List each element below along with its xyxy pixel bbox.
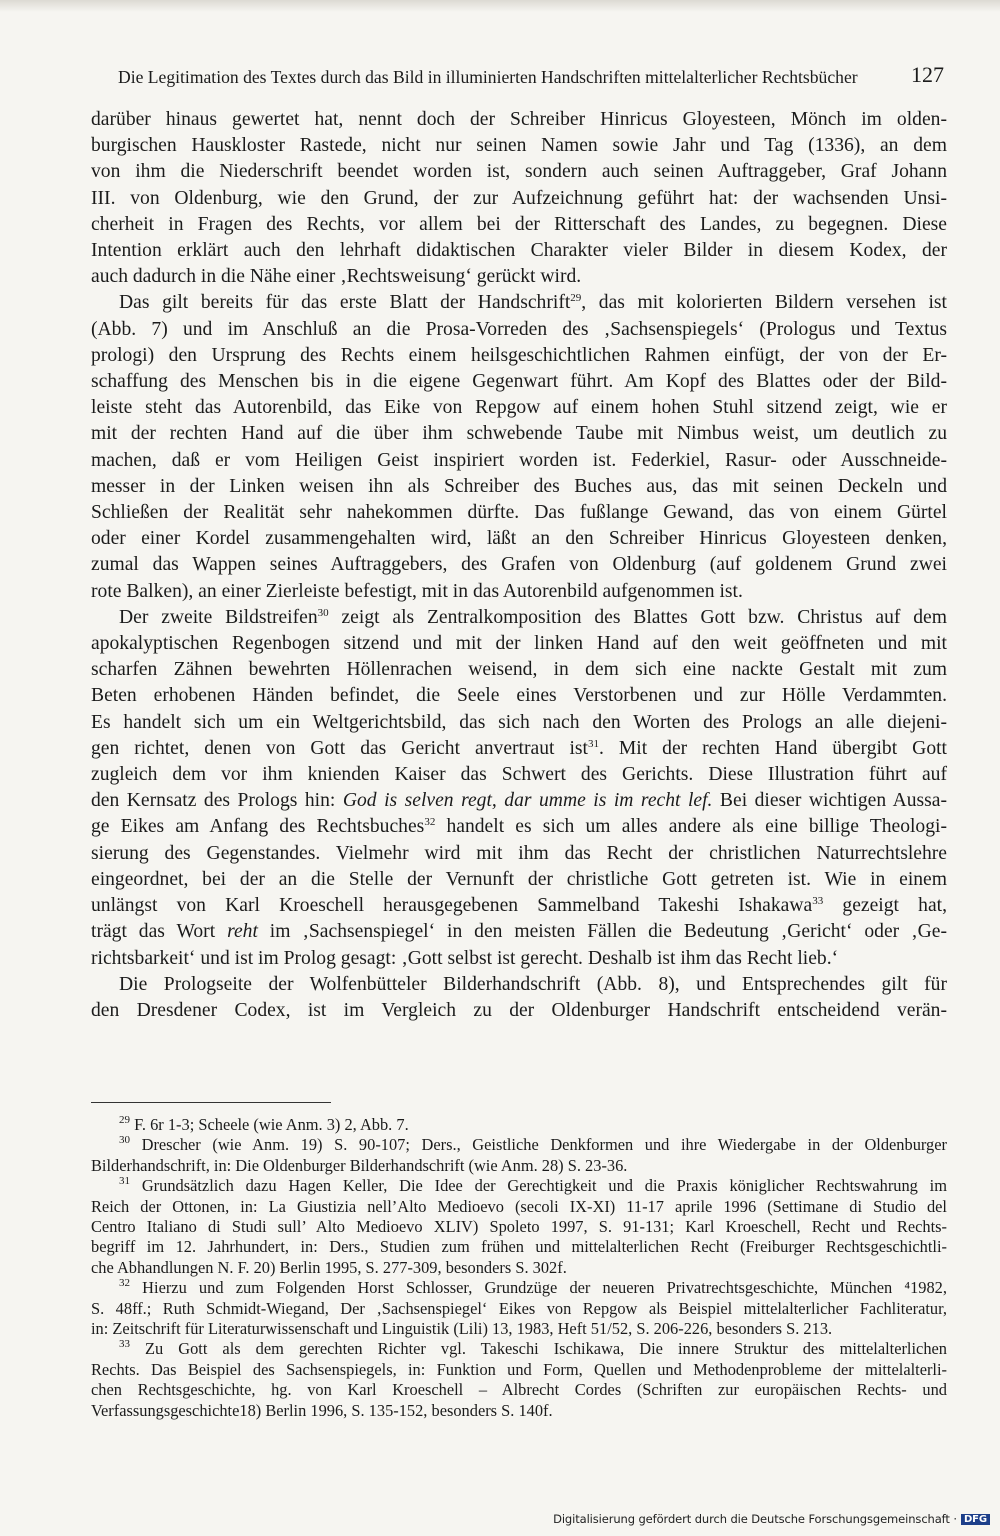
paragraph-4 [91, 972, 947, 1024]
text-segment: Das gilt bereits für das erste Blatt der Handschrift [119, 292, 571, 314]
footnote-ref: 30 [317, 606, 329, 619]
footnote-32 [91, 1278, 947, 1339]
text-line: III. von Oldenburg, wie den Grund, der zur Aufzeichnung geführt hat: der wachsenden Unsi- [91, 187, 947, 209]
text-line: machen, daß er vom Heiligen Geist inspiriert worden ist. Federkiel, Rasur- oder Ausschneide- [91, 449, 947, 471]
text-line: zugleich dem vor ihm knienden Kaiser das Schwert des Gerichts. Diese Illustration führt auf [91, 764, 947, 786]
text-line: (Abb. 7) und im Anschluß an die Prosa-Vorreden des ‚Sachsenspiegels‘ (Prologus und Textus [91, 318, 947, 340]
footnote-text: Zu Gott als dem gerechten Richter vgl. Takeschi Ischikawa, Die innere Struktur des mittelalterlichen [145, 1339, 947, 1359]
footnote-line [91, 1135, 947, 1155]
paragraph-3 [91, 605, 947, 972]
page-number: 127 [911, 62, 944, 87]
footnote-line: Rechts. Das Beispiel des Sachsenspiegels, in: Funktion und Form, Quellen und Methodenprobleme der mittelalterli- [91, 1359, 947, 1379]
footnote-ref: 29 [570, 292, 582, 305]
footnote-ref: 31 [587, 737, 599, 750]
text-line [91, 893, 947, 919]
text-line [91, 605, 947, 631]
footnote-line: Bilderhandschrift, in: Die Oldenburger Bilderhandschrift (wie Anm. 28) S. 23-36. [91, 1155, 628, 1175]
footnote-number: 31 [119, 1175, 130, 1188]
text-line: Beten erhobenen Händen befindet, die Seele eines Verstorbenen und zur Hölle Verdammten. [91, 685, 947, 707]
footnote-number: 29 [119, 1114, 130, 1126]
footnote-30 [91, 1135, 947, 1176]
footnote-text: Drescher (wie Anm. 19) S. 90-107; Ders., Geistliche Denkformen und ihre Wiedergabe in der Oldenburger [141, 1135, 947, 1155]
text-segment: ge Eikes am Anfang des Rechtsbuches [91, 816, 425, 838]
digitization-footer [553, 1512, 990, 1526]
text-line: den Dresdener Codex, ist im Vergleich zu der Oldenburger Handschrift entscheidend verän- [91, 999, 947, 1021]
footnote-ref: 32 [424, 816, 436, 829]
footnote-ref: 33 [812, 895, 824, 908]
text-line: schaffung des Menschen bis in die eigene Gegenwart führt. Am Kopf des Blattes oder der Bild- [91, 371, 947, 393]
text-segment: trägt das Wort [91, 921, 228, 943]
text-line: apokalyptischen Regenbogen sitzend und mit der linken Hand auf den weit geöffneten und mit [91, 633, 947, 655]
footer-text: Digitalisierung gefördert durch die Deutsche Forschungsgemeinschaft · [553, 1512, 957, 1526]
footnote-number: 33 [119, 1338, 130, 1351]
footnote-text: Grundsätzlich dazu Hagen Keller, Die Idee der Gerechtigkeit und die Praxis königlicher Rechtswahrung im [141, 1176, 947, 1196]
text-segment: . Mit der rechten Hand übergibt Gott [598, 737, 947, 759]
dfg-logo-icon: DFG [961, 1514, 990, 1525]
footnote-line: Verfassungsgeschichte18) Berlin 1996, S. 135-152, besonders S. 140f. [91, 1400, 553, 1420]
text-line [91, 290, 947, 316]
text-line: cherheit in Fragen des Rechts, vor allem bei der Ritterschaft des Landes, zu begegnen. Diese [91, 213, 947, 235]
text-line [91, 919, 947, 945]
footnote-line [91, 1339, 947, 1359]
text-line: sierung des Gegenstandes. Vielmehr wird mit ihm das Recht der christlichen Naturrechtslehre [91, 842, 947, 864]
footnote-line: chen Rechtsgeschichte, hg. von Karl Kroeschell – Albrecht Cordes (Schriften zur europäischen Rechts- und [91, 1380, 947, 1400]
text-segment: zeigt als Zentralkomposition des Blattes Gott bzw. Christus auf dem [328, 606, 947, 628]
text-line: leiste steht das Autorenbild, das Eike von Repgow auf einem hohen Stuhl sitzend zeigt, wie er [91, 397, 947, 419]
text-line [91, 814, 947, 840]
paragraph-1 [91, 107, 947, 290]
footnote-line: Reich der Ottonen, in: La Giustizia nell’Alto Medioevo (secoli IX-XI) 11-17 aprile 1996 (Settimane di Studio del [91, 1196, 947, 1216]
footnote-number: 32 [119, 1277, 130, 1290]
footnote-number: 30 [119, 1134, 130, 1147]
text-line: scharfen Zähnen bewehrten Höllenrachen weisend, in dem sich eine nackte Gestalt mit zum [91, 659, 947, 681]
quote-italic: God is selven regt, dar umme is im recht lef. [342, 790, 713, 812]
text-line: auch dadurch in die Nähe einer ‚Rechtsweisung‘ gerückt wird. [91, 266, 582, 288]
text-line: prologi) den Ursprung des Rechts einem heilsgeschichtlichen Rahmen einfügt, der von der Er- [91, 344, 947, 366]
text-segment: Der zweite Bildstreifen [119, 606, 318, 628]
text-segment: unlängst von Karl Kroeschell herausgegebenen Sammelband Takeshi Ishakawa [91, 895, 813, 917]
text-line: Die Prologseite der Wolfenbütteler Bilderhandschrift (Abb. 8), und Entsprechendes gilt für [119, 973, 947, 995]
text-line: Intention erklärt auch den lehrhaft didaktischen Charakter vieler Bilder in diesem Kodex, der [91, 240, 947, 262]
text-line: richtsbarkeit‘ und ist im Prolog gesagt: ‚Gott selbst ist gerecht. Deshalb ist ihm das Recht lieb.‘ [91, 947, 839, 969]
text-segment: , das mit kolorierten Bildern versehen ist [581, 292, 947, 314]
footnote-line: S. 48ff.; Ruth Schmidt-Wiegand, Der ‚Sachsenspiegel‘ Eikes von Repgow als Beispiel mittelalterlicher Fachliteratur, [91, 1298, 947, 1318]
footnote-31 [91, 1176, 947, 1278]
footnote-line: Centro Italiano di Studi sull’ Alto Medioevo XLIV) Spoleto 1997, S. 91-131; Karl Kroeschell, Recht und Rechts- [91, 1217, 947, 1237]
footnote-line [91, 1115, 947, 1135]
text-line: von ihm die Niederschrift beendet worden ist, sondern auch seinen Auftraggeber, Graf Johann [91, 161, 947, 183]
text-segment: im ‚Sachsenspiegel‘ in den meisten Fällen die Bedeutung ‚Gericht‘ oder ‚Ge- [257, 921, 947, 943]
text-line: zumal das Wappen seines Auftraggebers, des Grafen von Oldenburg (auf goldenem Grund zwei [91, 554, 947, 576]
text-line [91, 736, 947, 762]
text-segment: Bei dieser wichtigen Aussa- [712, 790, 947, 812]
footnote-line [91, 1176, 947, 1196]
text-line: oder einer Kordel zusammengehalten wird, läßt an den Schreiber Hinricus Gloyesteen denken, [91, 528, 947, 550]
text-line [91, 788, 947, 814]
text-line: messer in der Linken weisen ihn als Schreiber des Buches aus, das mit seinen Deckeln und [91, 475, 947, 497]
text-line: rote Balken), an einer Zierleiste befestigt, mit in das Autorenbild aufgenommen ist. [91, 580, 743, 602]
running-header [118, 64, 948, 90]
footnote-line: begriff im 12. Jahrhundert, in: Ders., Studien zum frühen und mittelalterlichen Recht (Freiburger Rechtsgeschichtli- [91, 1237, 947, 1257]
body-text [91, 107, 947, 1024]
footnote-line [91, 1278, 947, 1298]
footnotes [91, 1115, 947, 1421]
paragraph-2 [91, 290, 947, 604]
footnote-line: in: Zeitschrift für Literaturwissenschaft und Linguistik (Lili) 13, 1983, Heft 51/52, S. 206-226, besonders S. 213. [91, 1319, 833, 1339]
text-line: burgischen Hauskloster Rastede, nicht nur seinen Namen sowie Jahr und Tag (1336), an dem [91, 135, 947, 157]
word-italic: reht [227, 921, 258, 943]
footnote-line: che Abhandlungen N. F. 20) Berlin 1995, S. 277-309, besonders S. 302f. [91, 1257, 567, 1277]
footnote-33 [91, 1339, 947, 1421]
footnote-text: F. 6r 1-3; Scheele (wie Anm. 3) 2, Abb. 7. [134, 1115, 409, 1134]
text-segment: handelt es sich um alles andere als eine billige Theologi- [435, 816, 947, 838]
text-line: Es handelt sich um ein Weltgerichtsbild, das sich nach den Worten des Prologs an alle diejeni- [91, 711, 947, 733]
footnote-text: Hierzu und zum Folgenden Horst Schlosser, Grundzüge der neueren Privatrechtsgeschichte, München ⁴1982, [142, 1278, 947, 1298]
footnote-29 [91, 1115, 947, 1135]
running-title: Die Legitimation des Textes durch das Bild in illuminierten Handschriften mittelalterlicher Rechtsbücher [118, 67, 858, 87]
text-segment: gezeigt hat, [823, 895, 947, 917]
page-edge [0, 0, 1000, 12]
text-segment: den Kernsatz des Prologs hin: [91, 790, 343, 812]
text-line: mit der rechten Hand auf die über ihm schwebende Taube mit Nimbus weist, um deutlich zu [91, 423, 947, 445]
text-line: Schließen der Realität sehr nahekommen dürfte. Das fußlange Gewand, das von einem Gürtel [91, 502, 947, 524]
footnote-divider [91, 1102, 331, 1103]
text-segment: gen richtet, denen von Gott das Gericht anvertraut ist [91, 737, 588, 759]
text-line: eingeordnet, bei der an die Stelle der Vernunft der christliche Gott getreten ist. Wie in einem [91, 868, 947, 890]
text-line: darüber hinaus gewertet hat, nennt doch der Schreiber Hinricus Gloyesteen, Mönch im olden- [91, 109, 947, 130]
